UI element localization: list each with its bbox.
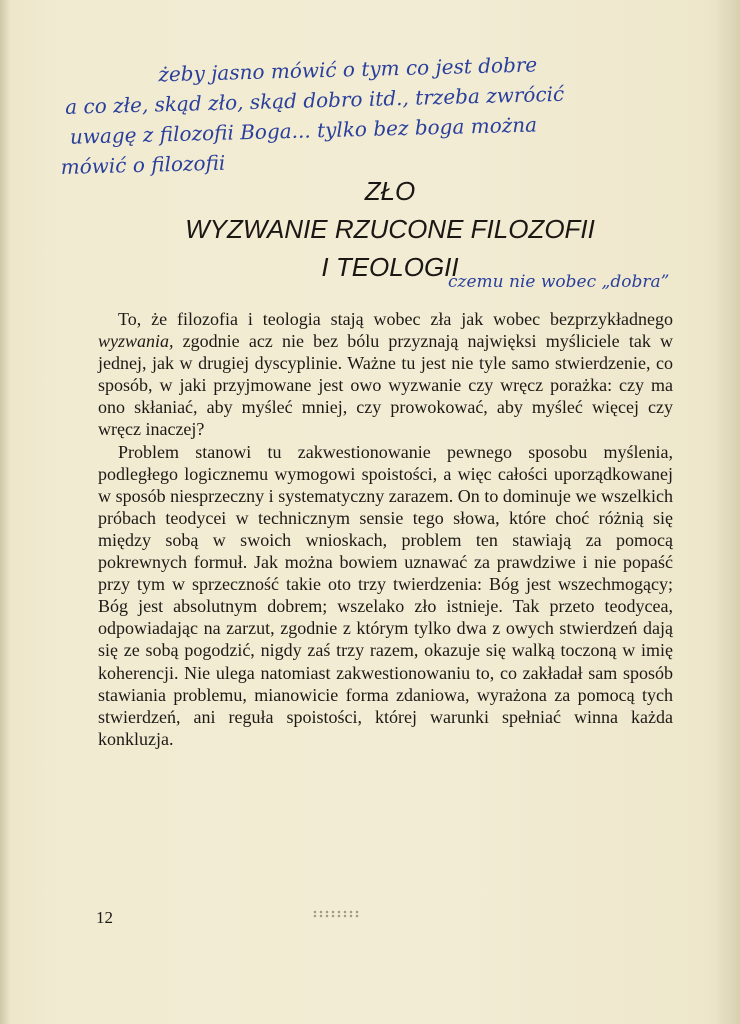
page-number: 12: [96, 908, 113, 927]
handwritten-line: żeby jasno mówić o tym co jest dobre: [158, 52, 538, 87]
paper-speck: [312, 910, 360, 918]
emphasized-word: wyzwania,: [98, 331, 174, 352]
chapter-title-line2: WYZWANIE RZUCONE FILOZOFII: [185, 214, 595, 244]
paragraph-1: [98, 308, 673, 441]
handwritten-margin-note: czemu nie wobec „dobra”: [448, 272, 670, 292]
paragraph-2: Problem stanowi tu zakwestionowanie pewnego sposobu myślenia, podległego logicznemu wymogowi spoistości, a więc całości uporządkowanej w sposób niesprzeczny i systematyczny zarazem. On to dominuje we wszelkich próbach teodycei w technicznym sensie tego słowa, które choć różnią się między sobą w swoich wnioskach, problem ten stawiają za pomocą pokrewnych formuł. Jak można bowiem uznawać za prawdziwe i nie popaść przy tym w sprzeczność takie oto trzy twierdzenia: Bóg jest wszechmogący; Bóg jest absolutnym dobrem; wszelako zło istnieje. Tak przeto teodycea, odpowiadając na zarzut, zgodnie z którym tylko dwa z owych stwierdzeń dają się ze sobą pogodzić, nigdy zaś trzy razem, okazuje się walką toczoną w imię koherencji. Nie ulega natomiast zakwestionowaniu to, co zakładał sam sposób stawiania problemu, mianowicie forma zdaniowa, wyrażona za pomocą tych stwierdzeń, ani reguła spoistości, której warunki spełniać winna każda konkluzja.: [98, 441, 673, 749]
chapter-title-line1: ZŁO: [364, 176, 416, 206]
paragraph-1-start: To, że filozofia i teologia stają wobec zła jak wobec bezprzykładnego: [118, 309, 673, 329]
paragraph-1-rest: zgodnie acz nie bez bólu przyznają najwięksi myśliciele tak w jednej, jak w drugiej dyscyplinie. Ważne tu jest nie tyle samo stwierdzenie, co sposób, w jaki przyjmowane jest owo wyzwanie czy wręcz porażka: czy ma ono skłaniać, aby myśleć mniej, czy prowokować, aby myśleć więcej czy wręcz inaczej?: [98, 331, 673, 440]
handwritten-note: [58, 44, 731, 181]
handwritten-line: a co złe, skąd zło, skąd dobro itd., trzeba zwrócić: [64, 81, 565, 119]
spine-shadow: [0, 0, 10, 1024]
handwritten-line: uwagę z filozofii Boga... tylko bez boga można: [69, 112, 538, 149]
chapter-title-line3: I TEOLOGII: [321, 252, 459, 282]
handwritten-line: mówić o filozofii: [60, 150, 226, 179]
chapter-title: [90, 172, 690, 286]
body-text: [98, 308, 673, 750]
